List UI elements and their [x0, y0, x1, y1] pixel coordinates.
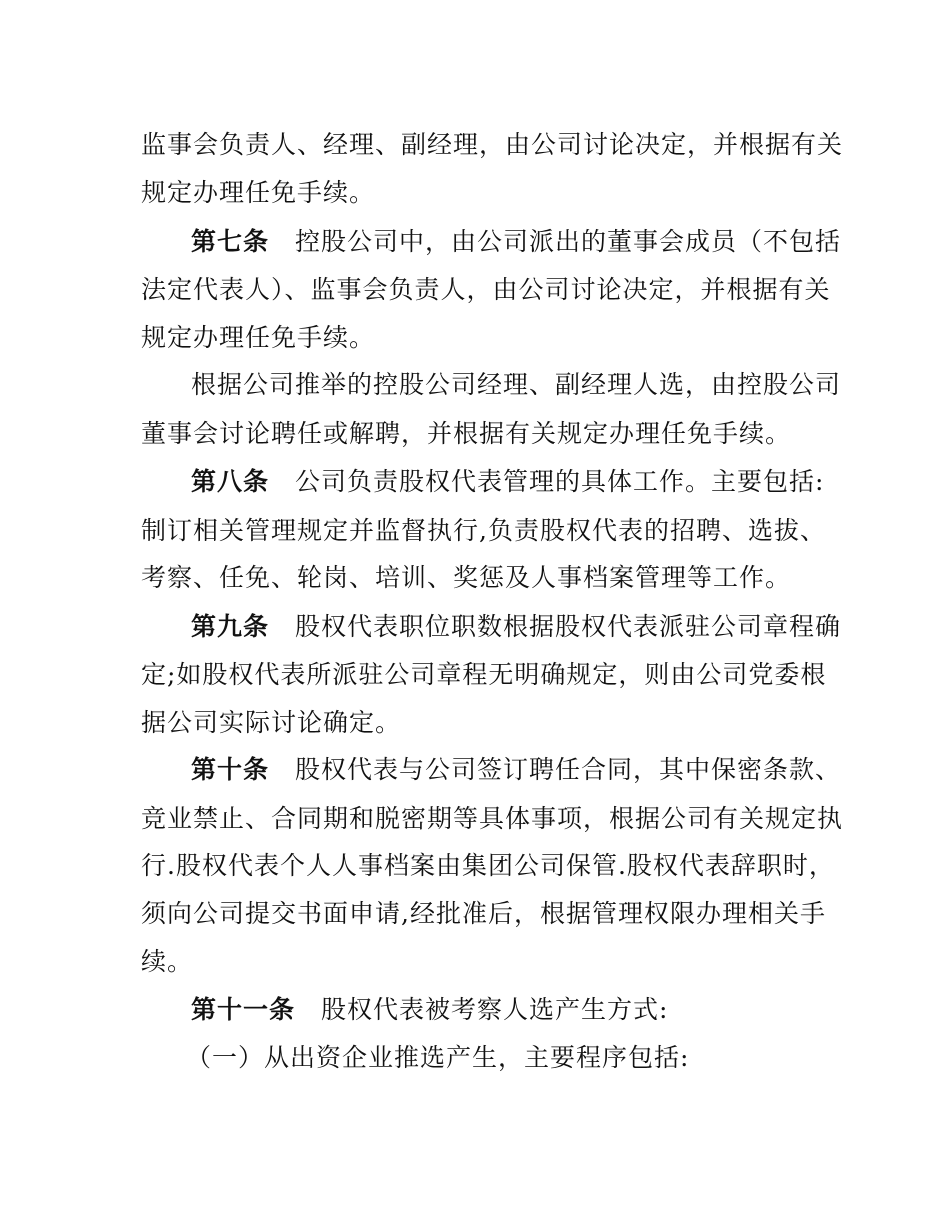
text-line: 公司负责股权代表管理的具体工作。主要包括: — [295, 467, 825, 496]
text-line: 股权代表被考察人选产生方式: — [321, 995, 669, 1024]
article-heading: 第八条 — [191, 467, 270, 496]
article-10-first-line — [191, 755, 842, 785]
text-line: 制订相关管理规定并监督执行,负责股权代表的招聘、选拔、 — [141, 516, 826, 545]
text-line: 股权代表职位职数根据股权代表派驻公司章程确 — [295, 612, 842, 641]
text-line: 据公司实际讨论确定。 — [141, 708, 402, 737]
text-line: 行.股权代表个人人事档案由集团公司保管.股权代表辞职时， — [141, 851, 835, 880]
article-11-first-line — [191, 995, 821, 1025]
text-line: 考察、任免、轮岗、培训、奖惩及人事档案管理等工作。 — [141, 563, 792, 592]
text-line: 控股公司中，由公司派出的董事会成员（不包括 — [295, 227, 842, 256]
text-line: 竞业禁止、合同期和脱密期等具体事项，根据公司有关规定执 — [141, 804, 844, 833]
text-line: 规定办理任免手续。 — [141, 178, 376, 207]
text-line: （一）从出资企业推选产生，主要程序包括: — [186, 1043, 690, 1072]
text-line: 续。 — [141, 947, 194, 976]
article-heading: 第九条 — [191, 612, 270, 641]
article-heading: 第十条 — [191, 755, 270, 784]
text-line: 监事会负责人、经理、副经理，由公司讨论决定，并根据有关 — [141, 130, 844, 159]
text-line: 须向公司提交书面申请,经批准后，根据管理权限办理相关手 — [141, 899, 826, 928]
article-8-first-line — [191, 467, 825, 497]
text-line: 董事会讨论聘任或解聘，并根据有关规定办理任免手续。 — [141, 419, 792, 448]
text-line: 规定办理任免手续。 — [141, 323, 376, 352]
text-line: 法定代表人）、监事会负责人，由公司讨论决定，并根据有关 — [141, 275, 831, 304]
article-heading: 第七条 — [191, 227, 270, 256]
text-line: 定;如股权代表所派驻公司章程无明确规定，则由公司党委根 — [141, 660, 827, 689]
article-9-first-line — [191, 612, 842, 642]
text-line: 根据公司推举的控股公司经理、副经理人选，由控股公司 — [191, 370, 842, 399]
article-heading: 第十一条 — [191, 995, 296, 1024]
article-7-first-line — [191, 227, 842, 257]
text-line: 股权代表与公司签订聘任合同，其中保密条款、 — [295, 755, 842, 784]
